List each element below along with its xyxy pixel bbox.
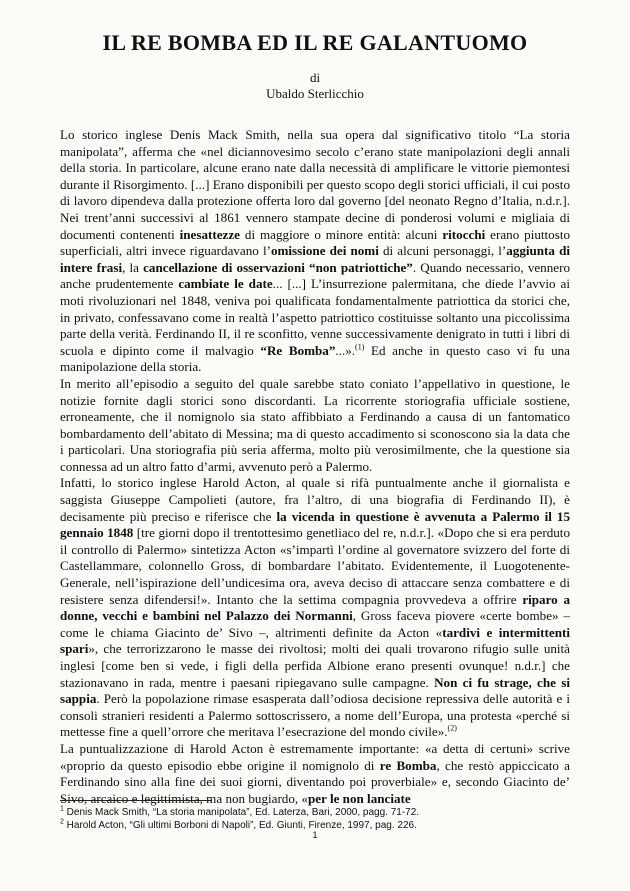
author-name: Ubaldo Sterlicchio <box>266 86 364 101</box>
emphasis-text: re Bomba <box>379 757 437 773</box>
emphasis-text: omissione dei nomi <box>270 243 379 259</box>
paragraph-text: ...». <box>335 342 356 358</box>
footnote-text: Denis Mack Smith, “La storia manipolata”, Ed. Laterza, Bari, 2000, pagg. 71-72. <box>63 807 420 818</box>
emphasis-text: “Re Bomba” <box>260 342 336 358</box>
body-paragraph <box>60 741 570 807</box>
paragraph-text: , che restò appiccicato a Ferdinando sino alla fine dei suoi giorni, diventando poi proverbiale» e, secondo Giacinto de’ Sivo, arcaico e legittimista, ma non bugiardo, « <box>60 757 570 806</box>
paragraph-text: di maggiore o minore entità: alcuni <box>239 226 443 242</box>
document-title: IL RE BOMBA ED IL RE GALANTUOMO <box>102 30 528 55</box>
footnote-number: 2 <box>60 818 64 826</box>
footnote-item <box>60 806 570 819</box>
paragraph-text: [tre giorni dopo il trentottesimo genetliaco del re, n.d.r.]. «Dopo che si era perduto il controllo di Palermo» sintetizza Acton «s’impartì l’ordine al governatore svizzero del forte di Castellammare, colonnello Gross, di bombardare l’abitato. Evidentemente, il Luogotenente-Generale, nell’ispirazione dell’undicesima ora, aveva deciso di attaccare senza combattere e di resistere senza difendersi!». Intanto che la settima compagnia provvedeva a offrire <box>60 525 570 607</box>
paragraph-text: , la <box>122 259 144 275</box>
footnote-reference: (1) <box>355 342 365 352</box>
paragraph-text: Infatti, lo storico inglese Harold Acton, al quale si rifà puntualmente anche il giornalista e saggista Giuseppe Campolieti (autore, fra l’altro, di una biografia di Ferdinando II), è decisamente più preciso e riferisce che <box>60 475 570 524</box>
paragraph-text: La puntualizzazione di Harold Acton è estremamente importante: «a detta di certuni» scrive «proprio da questo episodio ebbe origine il nomignolo di <box>60 740 570 773</box>
emphasis-text: tardivi e intermittenti spari <box>60 624 570 657</box>
paragraph-text: Lo storico inglese Denis Mack Smith, nella sua opera dal significativo titolo “La storia manipolata”, afferma che «nel diciannovesimo secolo c’erano state manipolazioni degli annali della storia. In particolare, alcune erano nate dalla necessità di amplificare le vittorie piemontesi durante il Risorgimento. [...] Erano disponibili per questo scopo degli storici ufficiali, il cui posto di lavoro dipendeva dalla protezione offerta loro dal governo [del neonato Regno d’Italia, n.d.r.]. Nei trent’anni successivi al 1861 vennero stampate decine di ponderosi volumi e migliaia di documenti contenenti <box>60 127 570 242</box>
paragraph-text: , Gross faceva piovere «certe bombe» – come le chiama Giacinto de’ Sivo –, altrimenti definite da Acton « <box>60 608 570 640</box>
byline-di: di <box>309 70 321 85</box>
paragraph-text: Ed anche in questo caso vi fu una manipolazione della storia. <box>60 342 570 375</box>
paragraph-text: erano piuttosto superficiali, altri invece riguardavano l’ <box>60 226 571 259</box>
emphasis-text: aggiunta di intere frasi <box>60 243 571 275</box>
body-paragraph <box>60 376 570 476</box>
paragraph-text: ... [...] L’insurrezione palermitana, che diede l’avvio ai moti rivoluzionari nel 1848, veniva poi qualificata fondamentalmente patriottica da storici che, in privato, confessavano come in realtà l’aspetto patriottico costituisse soltanto una piccolissima parte della verità. Ferdinando II, il re sconfitto, venne successivamente denigrato in tutti i libri di scuola e dipinto come il malvagio <box>60 276 570 358</box>
emphasis-text: per le non lanciate <box>308 790 411 806</box>
paragraph-text: . Però la popolazione rimase esasperata dall’odiosa decisione repressiva delle autorità e i consoli stranieri residenti a Palermo sottoscrissero, a nome dell’Europa, una protesta «perché si mettesse fine a quell’orrore che meritava l’esecrazione del mondo civile». <box>60 691 570 740</box>
footnotes <box>60 806 570 832</box>
paragraph-text: di alcuni personaggi, l’ <box>378 243 507 259</box>
footnote-number: 1 <box>60 805 64 813</box>
emphasis-text: cancellazione di osservazioni “non patriottiche” <box>143 259 413 275</box>
footnote-reference: (2) <box>447 724 457 734</box>
body-paragraph <box>60 475 570 741</box>
footnote-text: Harold Acton, “Gli ultimi Borboni di Napoli”, Ed. Giunti, Firenze, 1997, pag. 226. <box>63 820 417 831</box>
paragraph-text: », che terrorizzarono le masse dei rivoltosi; molti dei quali trovarono rifugio sulle unità inglesi [come ben si vede, i figli della perfida Albione erano presenti ovunque! n.d.r.] che stazionavano in rada, mentre i paesani ripiegavano sulle campagne. <box>60 641 570 690</box>
paragraph-text: . Quando necessario, vennero anche prudentemente <box>60 259 570 292</box>
emphasis-text: cambiate le date <box>178 276 273 292</box>
emphasis-text: riparo a donne, vecchi e bambini nel Palazzo dei Normanni <box>60 591 570 624</box>
emphasis-text: la vicenda in questione è avvenuta a Palermo il 15 gennaio 1848 <box>60 508 570 541</box>
emphasis-text: inesattezze <box>179 226 240 242</box>
emphasis-text: Non ci fu strage, che si sappia <box>60 674 570 707</box>
page-number: 1 <box>312 830 318 840</box>
article-body <box>60 127 570 807</box>
emphasis-text: ritocchi <box>442 226 486 242</box>
footnote-separator <box>60 800 212 801</box>
paragraph-text: In merito all’episodio a seguito del quale sarebbe stato coniato l’appellativo in questione, le notizie fornite dagli storici sono discordanti. La ricorrente storiografia ufficiale sostiene, erroneamente, che il nomignolo sia stato affibbiato a Ferdinando a causa di un fantomatico bombardamento dell’abitato di Messina; ma di questo accadimento si sconoscono sia la data che i particolari. Una storiografia più seria afferma, molto più verosimilmente, che la questione sia connessa ad un altro fatto d’armi, avvenuto però a Palermo. <box>60 375 570 474</box>
body-paragraph <box>60 127 570 376</box>
